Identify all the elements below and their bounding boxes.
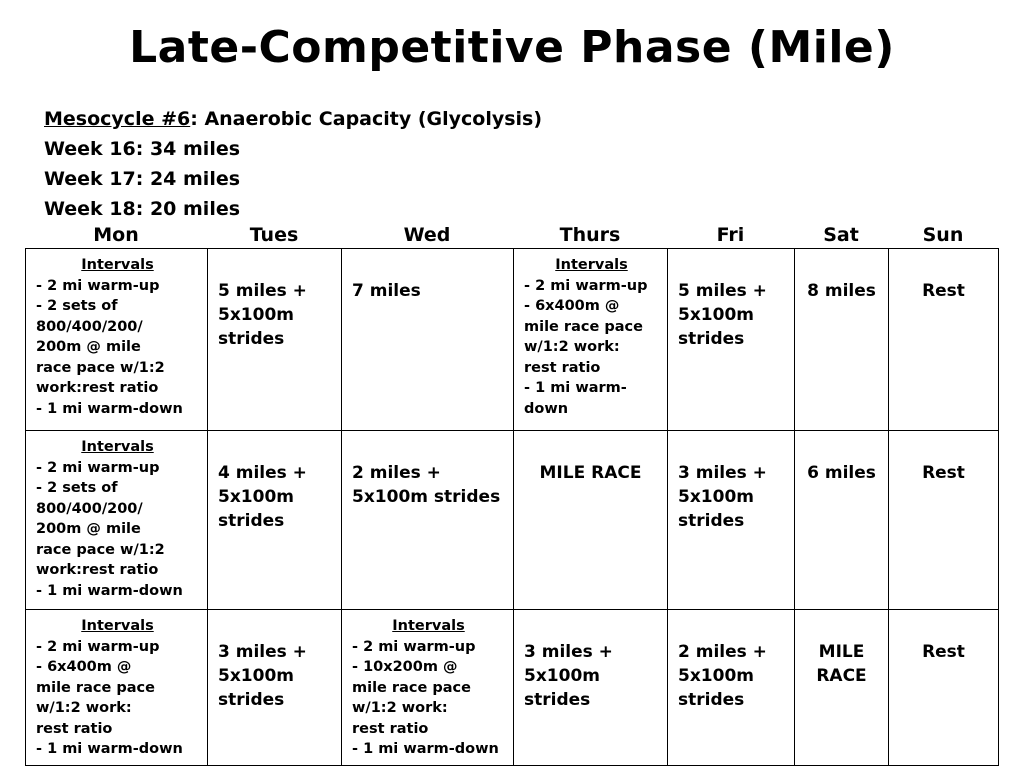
interval-line: 200m @ mile [36, 339, 141, 355]
interval-line: 200m @ mile [36, 521, 141, 537]
interval-heading: Intervals [81, 618, 154, 634]
interval-line: mile race pace [524, 318, 643, 335]
workout-line: Rest [922, 463, 965, 483]
workout-text [795, 610, 888, 688]
schedule-cell-sat [795, 610, 889, 766]
schedule-cell-mon [26, 431, 208, 610]
interval-line: w/1:2 work: [352, 700, 448, 716]
workout-line: 5x100m [524, 666, 600, 686]
schedule-cell-thurs [514, 249, 668, 431]
workout-line: 5x100m [678, 487, 754, 507]
day-header-tues: Tues [249, 224, 299, 246]
workout-text [342, 249, 513, 303]
interval-line: - 2 mi warm-up [352, 638, 476, 655]
interval-workout [26, 249, 207, 419]
workout-text [668, 431, 794, 533]
interval-line: - 2 mi warm-up [36, 459, 160, 476]
workout-line: 5x100m [218, 305, 294, 325]
week-line: Week 18: 20 miles [44, 198, 241, 220]
interval-line: w/1:2 work: [524, 339, 620, 355]
interval-workout [26, 610, 207, 760]
workout-line: 3 miles + [678, 463, 767, 483]
schedule-row [26, 249, 999, 431]
workout-line: Rest [922, 281, 965, 301]
schedule-row [26, 610, 999, 766]
schedule-cell-thurs [514, 610, 668, 766]
interval-line: - 2 sets of [36, 298, 118, 314]
schedule-cell-fri [668, 610, 795, 766]
interval-heading: Intervals [81, 257, 154, 273]
interval-workout [514, 249, 667, 419]
workout-line: 8 miles [807, 281, 876, 301]
day-header-thurs: Thurs [559, 224, 621, 246]
schedule-cell-fri [668, 431, 795, 610]
schedule-body [26, 249, 999, 766]
schedule-cell-sun [889, 249, 999, 431]
workout-line: 5 miles + [218, 281, 307, 301]
interval-heading: Intervals [555, 257, 628, 273]
interval-line: down [524, 400, 569, 417]
workout-line: strides [218, 511, 285, 531]
interval-line: w/1:2 work: [36, 700, 132, 716]
workout-line: 3 miles + [524, 642, 613, 662]
interval-line: - 2 mi warm-up [36, 638, 160, 655]
interval-line: - 2 sets of [36, 480, 118, 496]
interval-line: race pace w/1:2 [36, 541, 165, 558]
day-header-mon: Mon [93, 224, 139, 246]
workout-line: 3 miles + [218, 642, 307, 662]
workout-line: strides [678, 329, 745, 349]
workout-line: 6 miles [807, 463, 876, 483]
workout-line: strides [218, 329, 285, 349]
workout-text [889, 431, 998, 485]
interval-line: rest ratio [352, 720, 429, 737]
workout-text [208, 431, 341, 533]
interval-line: 800/400/200/ [36, 500, 143, 517]
workout-text [795, 249, 888, 303]
schedule-table [25, 248, 999, 766]
workout-line: MILE [818, 642, 865, 662]
schedule-cell-mon [26, 249, 208, 431]
schedule-cell-tues [208, 249, 342, 431]
week-line: Week 17: 24 miles [44, 168, 241, 190]
interval-line: - 6x400m @ [36, 659, 132, 675]
workout-line: MILE RACE [539, 463, 642, 483]
workout-text [889, 249, 998, 303]
workout-line: 5x100m [678, 666, 754, 686]
mesocycle-label: Mesocycle #6 [44, 108, 191, 130]
interval-line: - 1 mi warm-down [352, 741, 499, 757]
schedule-cell-sat [795, 249, 889, 431]
interval-line: - 1 mi warm-down [36, 582, 183, 599]
schedule-row [26, 431, 999, 610]
workout-line: 2 miles + [678, 642, 767, 662]
interval-line: - 6x400m @ [524, 298, 620, 314]
workout-text [208, 249, 341, 351]
interval-workout [26, 431, 207, 601]
page-title: Late-Competitive Phase (Mile) [129, 22, 895, 73]
workout-text [668, 610, 794, 712]
workout-text [208, 610, 341, 712]
schedule-cell-thurs [514, 431, 668, 610]
interval-line: - 1 mi warm-down [36, 741, 183, 757]
interval-heading: Intervals [392, 618, 465, 634]
day-header-sat: Sat [823, 224, 859, 246]
workout-line: 2 miles + [352, 463, 441, 483]
workout-line: Rest [922, 642, 965, 662]
interval-line: 800/400/200/ [36, 318, 143, 335]
workout-line: strides [678, 511, 745, 531]
interval-workout [342, 610, 513, 760]
schedule-cell-wed [342, 610, 514, 766]
mesocycle-focus: : Anaerobic Capacity (Glycolysis) [190, 108, 543, 130]
workout-line: strides [524, 690, 591, 710]
interval-line: mile race pace [36, 679, 155, 696]
workout-line: 4 miles + [218, 463, 307, 483]
workout-line: 7 miles [352, 281, 421, 301]
workout-text [795, 431, 888, 485]
workout-text [668, 249, 794, 351]
interval-line: - 10x200m @ [352, 659, 458, 675]
schedule-cell-sun [889, 610, 999, 766]
day-header-fri: Fri [716, 224, 745, 246]
mesocycle-info [44, 104, 542, 224]
week-line: Week 16: 34 miles [44, 138, 241, 160]
schedule-cell-sun [889, 431, 999, 610]
interval-line: rest ratio [36, 720, 113, 737]
mesocycle-line [44, 104, 542, 134]
workout-line: 5x100m [678, 305, 754, 325]
workout-line: 5x100m [218, 487, 294, 507]
interval-heading: Intervals [81, 439, 154, 455]
workout-line: strides [678, 690, 745, 710]
interval-line: - 1 mi warm-down [36, 400, 183, 417]
workout-line: 5 miles + [678, 281, 767, 301]
schedule-cell-fri [668, 249, 795, 431]
interval-line: rest ratio [524, 359, 601, 376]
interval-line: mile race pace [352, 679, 471, 696]
workout-line: 5x100m [218, 666, 294, 686]
interval-line: - 1 mi warm- [524, 380, 627, 396]
schedule-cell-tues [208, 610, 342, 766]
interval-line: - 2 mi warm-up [36, 277, 160, 294]
workout-line: 5x100m strides [352, 487, 501, 507]
interval-line: - 2 mi warm-up [524, 277, 648, 294]
schedule-cell-wed [342, 431, 514, 610]
schedule-cell-mon [26, 610, 208, 766]
interval-line: race pace w/1:2 [36, 359, 165, 376]
day-header-sun: Sun [922, 224, 964, 246]
workout-line: RACE [816, 666, 867, 686]
schedule-cell-wed [342, 249, 514, 431]
day-header-wed: Wed [403, 224, 451, 246]
interval-line: work:rest ratio [36, 562, 159, 578]
workout-text [514, 610, 667, 712]
workout-line: strides [218, 690, 285, 710]
schedule-cell-tues [208, 431, 342, 610]
schedule-cell-sat [795, 431, 889, 610]
workout-text [514, 431, 667, 485]
workout-text [342, 431, 513, 509]
workout-text [889, 610, 998, 664]
interval-line: work:rest ratio [36, 380, 159, 396]
